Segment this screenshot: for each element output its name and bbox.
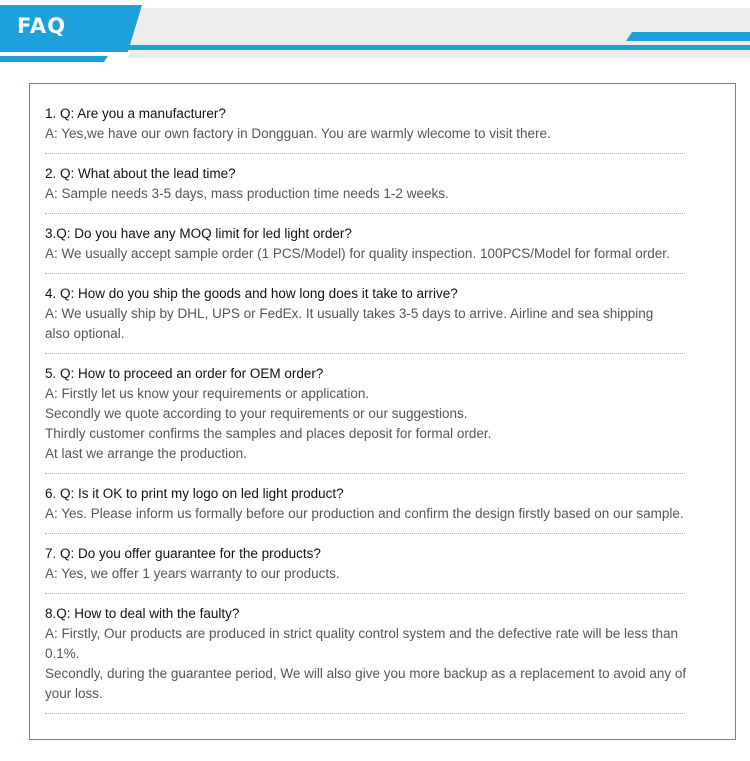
faq-divider <box>45 533 685 534</box>
faq-question: 5. Q: How to proceed an order for OEM order? <box>45 366 324 381</box>
faq-question: 4. Q: How do you ship the goods and how long does it take to arrive? <box>45 286 458 301</box>
faq-answer-line: your loss. <box>45 686 103 701</box>
faq-divider <box>45 473 685 474</box>
faq-divider <box>45 713 685 714</box>
faq-answer-line: Secondly, during the guarantee period, We will also give you more backup as a replacement to avoid any of <box>45 666 687 681</box>
faq-answer-line: Secondly we quote according to your requirements or our suggestions. <box>45 406 468 421</box>
faq-divider <box>45 593 685 594</box>
faq-answer-line: also optional. <box>45 326 125 341</box>
header-right-accent <box>626 32 750 41</box>
faq-answer-line: 0.1%. <box>45 646 80 661</box>
faq-answer-line: A: Yes. Please inform us formally before our production and confirm the design firstly based on our sample. <box>45 506 684 521</box>
faq-answer-line: A: Sample needs 3-5 days, mass production time needs 1-2 weeks. <box>45 186 449 201</box>
page-title: FAQ <box>17 14 67 38</box>
faq-question: 7. Q: Do you offer guarantee for the products? <box>45 546 321 561</box>
faq-divider <box>45 213 685 214</box>
faq-list <box>45 104 725 724</box>
faq-divider <box>45 353 685 354</box>
faq-answer-line: A: Yes, we offer 1 years warranty to our products. <box>45 566 340 581</box>
faq-question: 3.Q: Do you have any MOQ limit for led light order? <box>45 226 352 241</box>
faq-answer-line: A: Yes,we have our own factory in Dongguan. You are warmly wlecome to visit there. <box>45 126 551 141</box>
faq-answer-line: A: We usually ship by DHL, UPS or FedEx. It usually takes 3-5 days to arrive. Airline and sea shipping <box>45 306 654 321</box>
faq-question: 1. Q: Are you a manufacturer? <box>45 106 226 121</box>
faq-divider <box>45 153 685 154</box>
faq-item <box>45 164 725 214</box>
faq-answer-line: A: Firstly let us know your requirements or application. <box>45 386 370 401</box>
faq-divider <box>45 273 685 274</box>
header-underline <box>128 45 750 50</box>
faq-item <box>45 224 725 274</box>
header-banner-graphic <box>0 0 750 64</box>
faq-item <box>45 544 725 594</box>
faq-answer-line: Thirdly customer confirms the samples and places deposit for formal order. <box>45 426 492 441</box>
faq-answer-line: A: We usually accept sample order (1 PCS/Model) for quality inspection. 100PCS/Model for formal order. <box>45 246 670 261</box>
faq-answer-line: A: Firstly, Our products are produced in strict quality control system and the defective rate will be less than <box>45 626 679 641</box>
header-bottom-stripe <box>0 56 108 62</box>
faq-item <box>45 604 725 714</box>
faq-item <box>45 364 725 474</box>
faq-header <box>0 0 750 64</box>
faq-item <box>45 104 725 154</box>
faq-question: 2. Q: What about the lead time? <box>45 166 236 181</box>
faq-question: 6. Q: Is it OK to print my logo on led light product? <box>45 486 344 501</box>
faq-question: 8.Q: How to deal with the faulty? <box>45 606 240 621</box>
faq-item <box>45 484 725 534</box>
faq-answer-line: At last we arrange the production. <box>45 446 247 461</box>
faq-item <box>45 284 725 354</box>
